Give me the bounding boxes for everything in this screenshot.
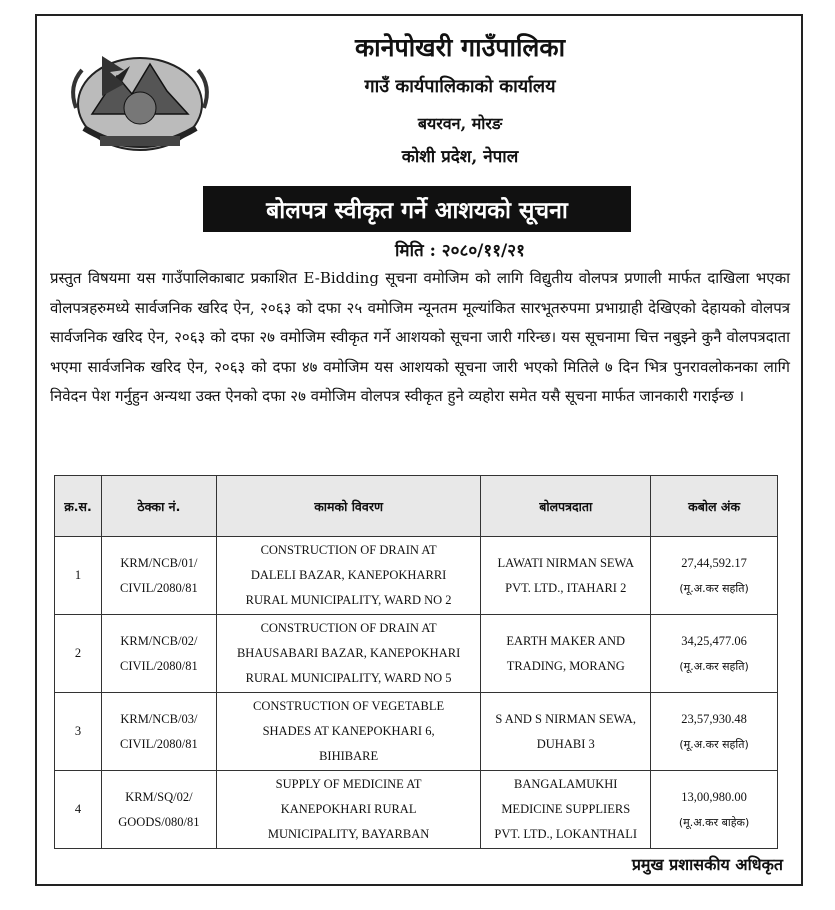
bidder-line: DUHABI 3 xyxy=(536,736,595,751)
contract-line: KRM/NCB/02/ xyxy=(120,633,198,648)
desc-line: RURAL MUNICIPALITY, WARD NO 5 xyxy=(245,671,452,685)
desc-line: KANEPOKHARI RURAL xyxy=(280,802,417,816)
vat-note: (मू.अ.कर सहति) xyxy=(679,581,749,595)
header-sn: क्र.स. xyxy=(55,476,102,537)
table-header-row xyxy=(55,476,778,537)
contract-line: KRM/NCB/03/ xyxy=(120,711,198,726)
table-row xyxy=(55,771,778,849)
cell-contract-no xyxy=(101,537,216,615)
bid-table xyxy=(54,475,778,849)
desc-line: CONSTRUCTION OF VEGETABLE xyxy=(253,699,445,713)
bidder-line: PVT. LTD., LOKANTHALI xyxy=(494,827,638,841)
notice-title: बोलपत्र स्वीकृत गर्ने आशयको सूचना xyxy=(203,186,631,232)
cell-bidder xyxy=(481,537,651,615)
office-location: बयरवन, मोरङ xyxy=(417,114,503,133)
cell-contract-no xyxy=(101,693,216,771)
notice-body: प्रस्तुत विषयमा यस गाउँपालिकाबाट प्रकाशित E-Bidding सूचना वमोजिम को लागि विद्युतीय वोलपत्र प्रणाली मार्फत दाखिला भएका वोलपत्रहरुमध्ये सार्वजनिक खरिद ऐन, २०६३ को दफा २५ वमोजिम न्यूनतम मूल्यांकित सारभूतरुपमा प्रभाग्राही देखिएको देहायको वोलपत्र सार्वजनिक खरिद ऐन, २०६३ को दफा २७ वमोजिम स्वीकृत गर्ने आशयको सूचना जारी गरिन्छ। यस सूचनामा चित्त नबुझ्ने कुनै वोलपत्रदाता भएमा सार्वजनिक खरिद ऐन, २०६३ को दफा ४७ वमोजिम यस आशयको सूचना जारी भएको मितिले ७ दिन भित्र पुनरावलोकनका लागि निवेदन पेश गर्नुहुन अन्यथा उक्त ऐनको दफा २७ वमोजिम वोलपत्र स्वीकृत हुने व्यहोरा समेत यसै सूचना मार्फत जानकारी गराईन्छ । xyxy=(50,269,790,405)
bidder-line: PVT. LTD., ITAHARI 2 xyxy=(505,580,627,595)
nepal-emblem-logo xyxy=(62,36,218,160)
cell-sn: 1 xyxy=(55,537,102,615)
cell-sn: 3 xyxy=(55,693,102,771)
desc-line: SHADES AT KANEPOKHARI 6, xyxy=(262,724,435,738)
signatory-title: प्रमुख प्रशासकीय अधिकृत xyxy=(631,855,783,874)
table-row xyxy=(55,615,778,693)
cell-work-description xyxy=(216,615,481,693)
cell-contract-no xyxy=(101,615,216,693)
table-row xyxy=(55,693,778,771)
desc-line: CONSTRUCTION OF DRAIN AT xyxy=(260,621,437,635)
bidder-line: MEDICINE SUPPLIERS xyxy=(501,802,631,816)
cell-bid-amount xyxy=(651,693,778,771)
desc-line: RURAL MUNICIPALITY, WARD NO 2 xyxy=(245,593,452,607)
cell-bidder xyxy=(481,615,651,693)
cell-contract-no xyxy=(101,771,216,849)
vat-note: (मू.अ.कर सहति) xyxy=(679,659,749,673)
bidder-line: EARTH MAKER AND xyxy=(506,633,626,648)
desc-line: CONSTRUCTION OF DRAIN AT xyxy=(260,543,437,557)
amount-value: 34,25,477.06 xyxy=(681,633,747,648)
desc-line: BHAUSABARI BAZAR, KANEPOKHARI xyxy=(236,646,461,660)
contract-line: GOODS/080/81 xyxy=(118,814,200,829)
office-province: कोशी प्रदेश, नेपाल xyxy=(401,147,519,167)
amount-value: 27,44,592.17 xyxy=(681,555,747,570)
contract-line: KRM/NCB/01/ xyxy=(120,555,198,570)
cell-sn: 2 xyxy=(55,615,102,693)
header-work-description: कामको विवरण xyxy=(216,476,481,537)
bidder-line: S AND S NIRMAN SEWA, xyxy=(495,711,637,726)
cell-work-description xyxy=(216,771,481,849)
header-bidder: बोलपत्रदाता xyxy=(481,476,651,537)
amount-value: 23,57,930.48 xyxy=(681,711,747,726)
cell-sn: 4 xyxy=(55,771,102,849)
desc-line: BIHIBARE xyxy=(319,749,379,763)
bidder-line: BANGALAMUKHI xyxy=(514,777,618,791)
contract-line: CIVIL/2080/81 xyxy=(120,658,198,673)
table-row xyxy=(55,537,778,615)
header-bid-amount: कबोल अंक xyxy=(651,476,778,537)
notice-date: मिति : २०८०/११/२१ xyxy=(395,241,525,261)
vat-note: (मू.अ.कर सहति) xyxy=(679,737,749,751)
contract-line: KRM/SQ/02/ xyxy=(125,789,193,804)
header-contract-no: ठेक्का नं. xyxy=(101,476,216,537)
desc-line: MUNICIPALITY, BAYARBAN xyxy=(267,827,430,841)
org-name: कानेपोखरी गाउँपालिका xyxy=(354,33,566,62)
cell-bid-amount xyxy=(651,615,778,693)
bidder-line: TRADING, MORANG xyxy=(506,658,625,673)
cell-work-description xyxy=(216,537,481,615)
cell-work-description xyxy=(216,693,481,771)
bidder-line: LAWATI NIRMAN SEWA xyxy=(497,555,634,570)
cell-bidder xyxy=(481,771,651,849)
contract-line: CIVIL/2080/81 xyxy=(120,580,198,595)
cell-bidder xyxy=(481,693,651,771)
office-name: गाउँ कार्यपालिकाको कार्यालय xyxy=(364,76,556,97)
cell-bid-amount xyxy=(651,771,778,849)
amount-value: 13,00,980.00 xyxy=(681,789,747,804)
desc-line: DALELI BAZAR, KANEPOKHARRI xyxy=(250,568,447,582)
vat-note: (मू.अ.कर बाहेक) xyxy=(678,815,750,829)
cell-bid-amount xyxy=(651,537,778,615)
desc-line: SUPPLY OF MEDICINE AT xyxy=(275,777,422,791)
contract-line: CIVIL/2080/81 xyxy=(120,736,198,751)
